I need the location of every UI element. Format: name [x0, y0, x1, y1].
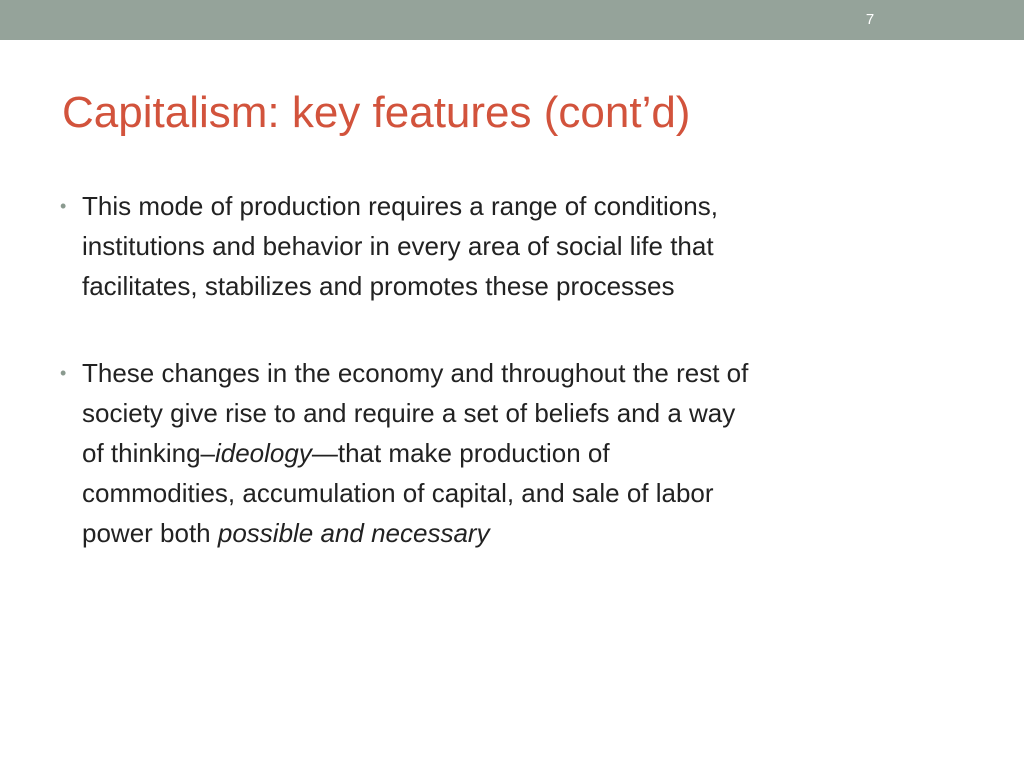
bullet-item-2	[60, 353, 970, 553]
slide-number: 7	[865, 11, 875, 28]
ideology-emphasis: ideology	[214, 438, 312, 468]
bullet-1-line-3: facilitates, stabilizes and promotes these processes	[82, 271, 675, 301]
bullet-1-line-1: This mode of production requires a range of conditions,	[82, 191, 718, 221]
bullet-2-line-4: commodities, accumulation of capital, and sale of labor	[82, 478, 714, 508]
slide-title: Capitalism: key features (cont’d)	[62, 88, 691, 137]
bullet-2-line-3-start: of thinking–	[82, 438, 215, 468]
bullet-dot-icon: •	[60, 196, 67, 216]
bullet-2-line-1: These changes in the economy and throughout the rest of	[82, 358, 749, 388]
bullet-1-line-2: institutions and behavior in every area of social life that	[82, 231, 714, 261]
bullet-2-line-5	[82, 513, 970, 553]
bullet-2-line-3	[82, 433, 970, 473]
slide-body	[60, 186, 970, 553]
possible-and-necessary-emphasis: possible and necessary	[217, 518, 490, 548]
bullet-item-1	[60, 186, 970, 306]
bullet-dot-icon: •	[60, 363, 67, 383]
bullet-2-line-5-start: power both	[82, 518, 218, 548]
bullet-2-line-3-end: —that make production of	[311, 438, 610, 468]
bullet-2-line-2: society give rise to and require a set of beliefs and a way	[82, 398, 736, 428]
